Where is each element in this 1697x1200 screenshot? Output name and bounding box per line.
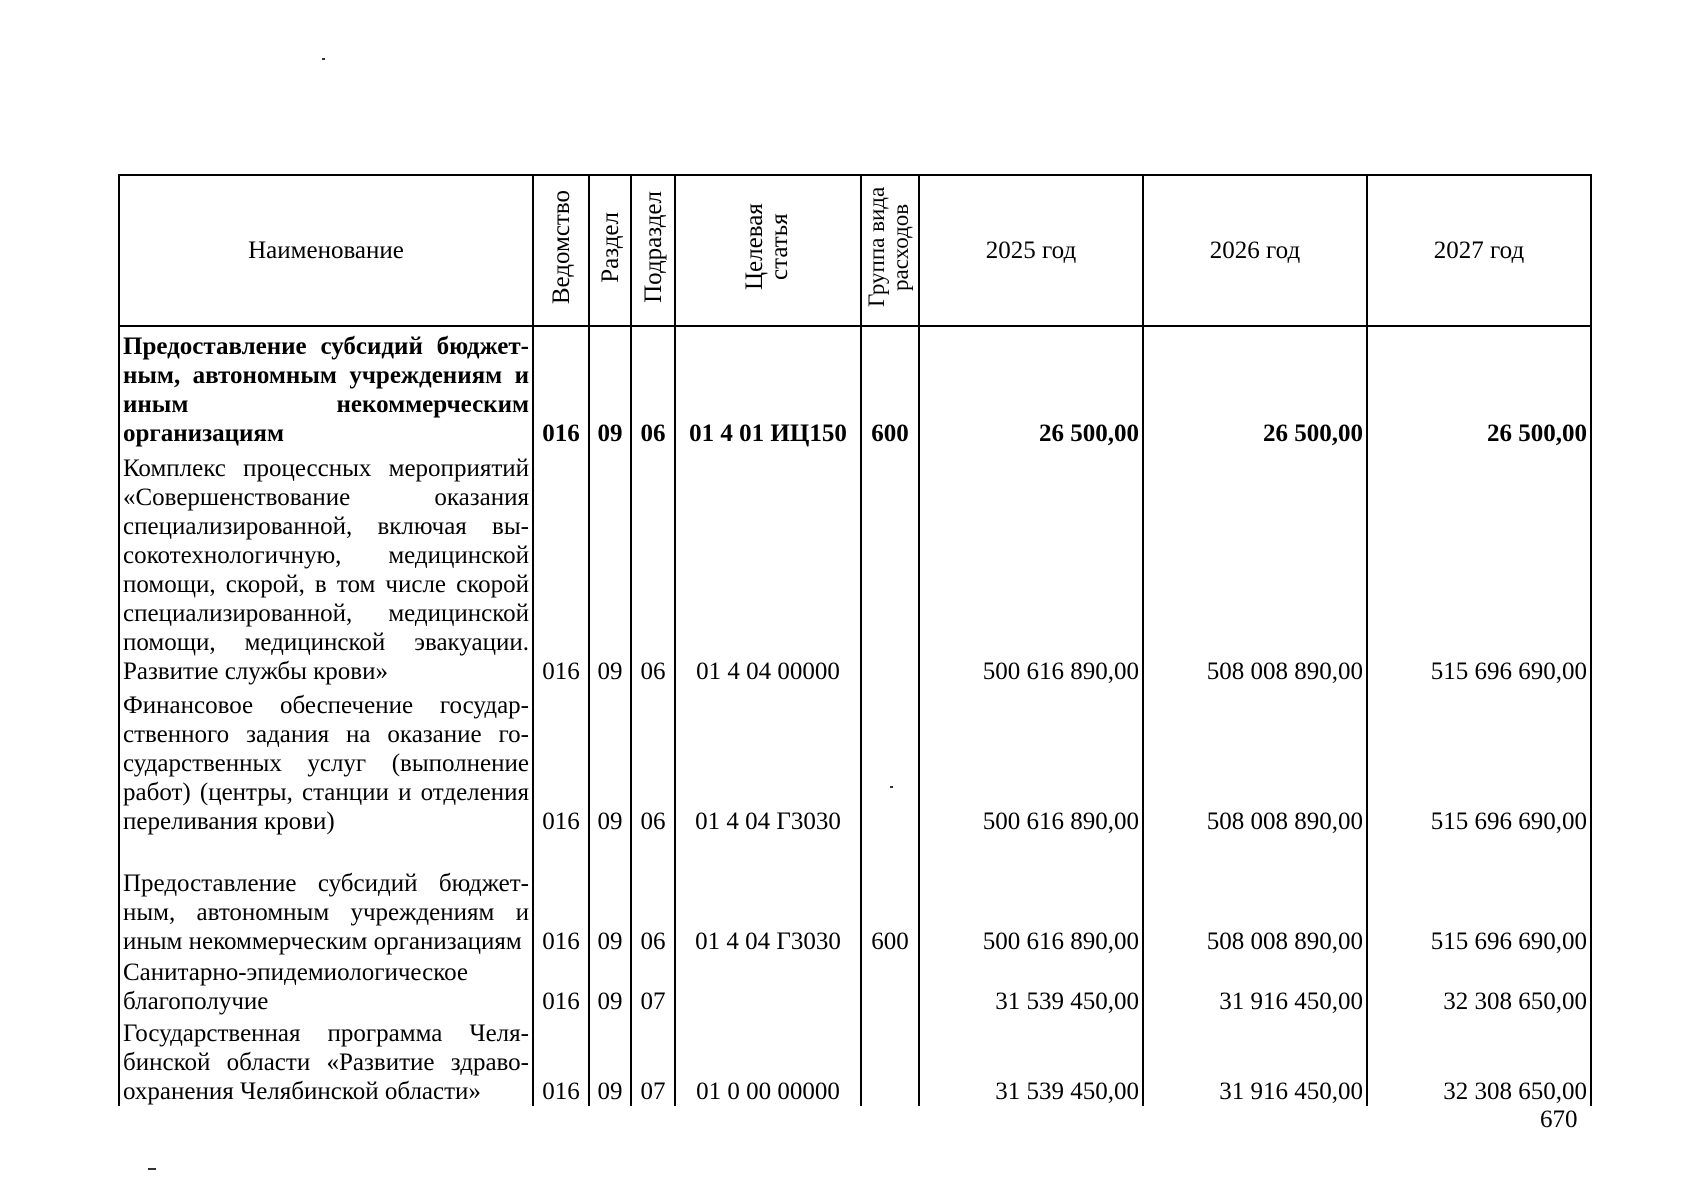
row-value-2027: 32 308 650,00 xyxy=(1367,956,1591,1016)
header-razdel: Раздел xyxy=(589,175,631,326)
scan-speck xyxy=(890,786,893,788)
row-razdel: 09 xyxy=(589,686,631,836)
row-name: Предоставление субсидий бюджетным, автономным учреждениям и иным некоммерческим организациям xyxy=(119,836,533,956)
row-podrazdel: 07 xyxy=(631,956,675,1016)
table-row xyxy=(119,956,1591,1016)
table-row xyxy=(119,836,1591,956)
header-2026: 2026 год xyxy=(1143,175,1367,326)
row-podrazdel: 06 xyxy=(631,448,675,686)
row-vedomstvo: 016 xyxy=(533,1016,589,1106)
row-gruppa xyxy=(861,686,919,836)
table-body xyxy=(119,326,1591,1106)
header-gruppa-vida-rashodov: Группа вида расходов xyxy=(861,175,919,326)
row-value-2025: 31 539 450,00 xyxy=(919,1016,1143,1106)
row-name: Финансовое обеспечение государственного задания на оказание государственных услуг (выполнение работ) (центры, станции и отделения переливания крови) xyxy=(119,686,533,836)
row-celevaya-statya: 01 4 04 00000 xyxy=(675,448,861,686)
header-2025: 2025 год xyxy=(919,175,1143,326)
row-value-2026: 31 916 450,00 xyxy=(1143,956,1367,1016)
row-razdel: 09 xyxy=(589,836,631,956)
row-razdel: 09 xyxy=(589,326,631,448)
row-value-2026: 508 008 890,00 xyxy=(1143,836,1367,956)
table-row xyxy=(119,1016,1591,1106)
row-vedomstvo: 016 xyxy=(533,448,589,686)
row-vedomstvo: 016 xyxy=(533,686,589,836)
header-2027: 2027 год xyxy=(1367,175,1591,326)
table-header xyxy=(119,175,1591,326)
row-celevaya-statya: 01 4 01 ИЦ150 xyxy=(675,326,861,448)
row-gruppa xyxy=(861,1016,919,1106)
row-gruppa xyxy=(861,956,919,1016)
row-podrazdel: 06 xyxy=(631,836,675,956)
row-celevaya-statya: 01 4 04 Г3030 xyxy=(675,836,861,956)
row-value-2027: 26 500,00 xyxy=(1367,326,1591,448)
row-value-2025: 500 616 890,00 xyxy=(919,448,1143,686)
row-name: Комплекс процессных мероприятий «Совершенствование оказания специализированной, включая высокотехнологичную, медицинской помощи, скорой, в том числе скорой специализированной, медицинской помощи, медицинской эвакуации. Развитие службы крови» xyxy=(119,448,533,686)
row-name: Санитарно-эпидемиологическое благополучие xyxy=(119,956,533,1016)
header-vedomstvo: Ведомство xyxy=(533,175,589,326)
row-podrazdel: 06 xyxy=(631,686,675,836)
row-name: Государственная программа Челябинской области «Развитие здравоохранения Челябинской области» xyxy=(119,1016,533,1106)
table-row xyxy=(119,686,1591,836)
row-podrazdel: 06 xyxy=(631,326,675,448)
row-value-2027: 515 696 690,00 xyxy=(1367,448,1591,686)
row-razdel: 09 xyxy=(589,1016,631,1106)
row-value-2027: 515 696 690,00 xyxy=(1367,686,1591,836)
row-value-2025: 500 616 890,00 xyxy=(919,836,1143,956)
header-name: Наименование xyxy=(119,175,533,326)
row-vedomstvo: 016 xyxy=(533,836,589,956)
row-podrazdel: 07 xyxy=(631,1016,675,1106)
page-number: 670 xyxy=(1540,1106,1578,1133)
row-value-2026: 26 500,00 xyxy=(1143,326,1367,448)
row-value-2027: 515 696 690,00 xyxy=(1367,836,1591,956)
header-podrazdel: Подраздел xyxy=(631,175,675,326)
table-row xyxy=(119,448,1591,686)
row-value-2025: 500 616 890,00 xyxy=(919,686,1143,836)
row-razdel: 09 xyxy=(589,448,631,686)
row-value-2026: 508 008 890,00 xyxy=(1143,448,1367,686)
row-value-2025: 26 500,00 xyxy=(919,326,1143,448)
row-value-2025: 31 539 450,00 xyxy=(919,956,1143,1016)
row-value-2026: 508 008 890,00 xyxy=(1143,686,1367,836)
row-vedomstvo: 016 xyxy=(533,956,589,1016)
row-value-2027: 32 308 650,00 xyxy=(1367,1016,1591,1106)
row-celevaya-statya xyxy=(675,956,861,1016)
row-name: Предоставление субсидий бюджетным, автономным учреждениям и иным некоммерческим организациям xyxy=(119,326,533,448)
scan-speck xyxy=(148,1168,156,1170)
budget-table xyxy=(118,174,1592,1106)
row-gruppa xyxy=(861,448,919,686)
row-celevaya-statya: 01 4 04 Г3030 xyxy=(675,686,861,836)
row-gruppa: 600 xyxy=(861,326,919,448)
row-razdel: 09 xyxy=(589,956,631,1016)
row-celevaya-statya: 01 0 00 00000 xyxy=(675,1016,861,1106)
row-vedomstvo: 016 xyxy=(533,326,589,448)
row-value-2026: 31 916 450,00 xyxy=(1143,1016,1367,1106)
header-celevaya-statya: Целевая статья xyxy=(675,175,861,326)
scan-speck xyxy=(322,58,325,60)
table-row xyxy=(119,326,1591,448)
row-gruppa: 600 xyxy=(861,836,919,956)
